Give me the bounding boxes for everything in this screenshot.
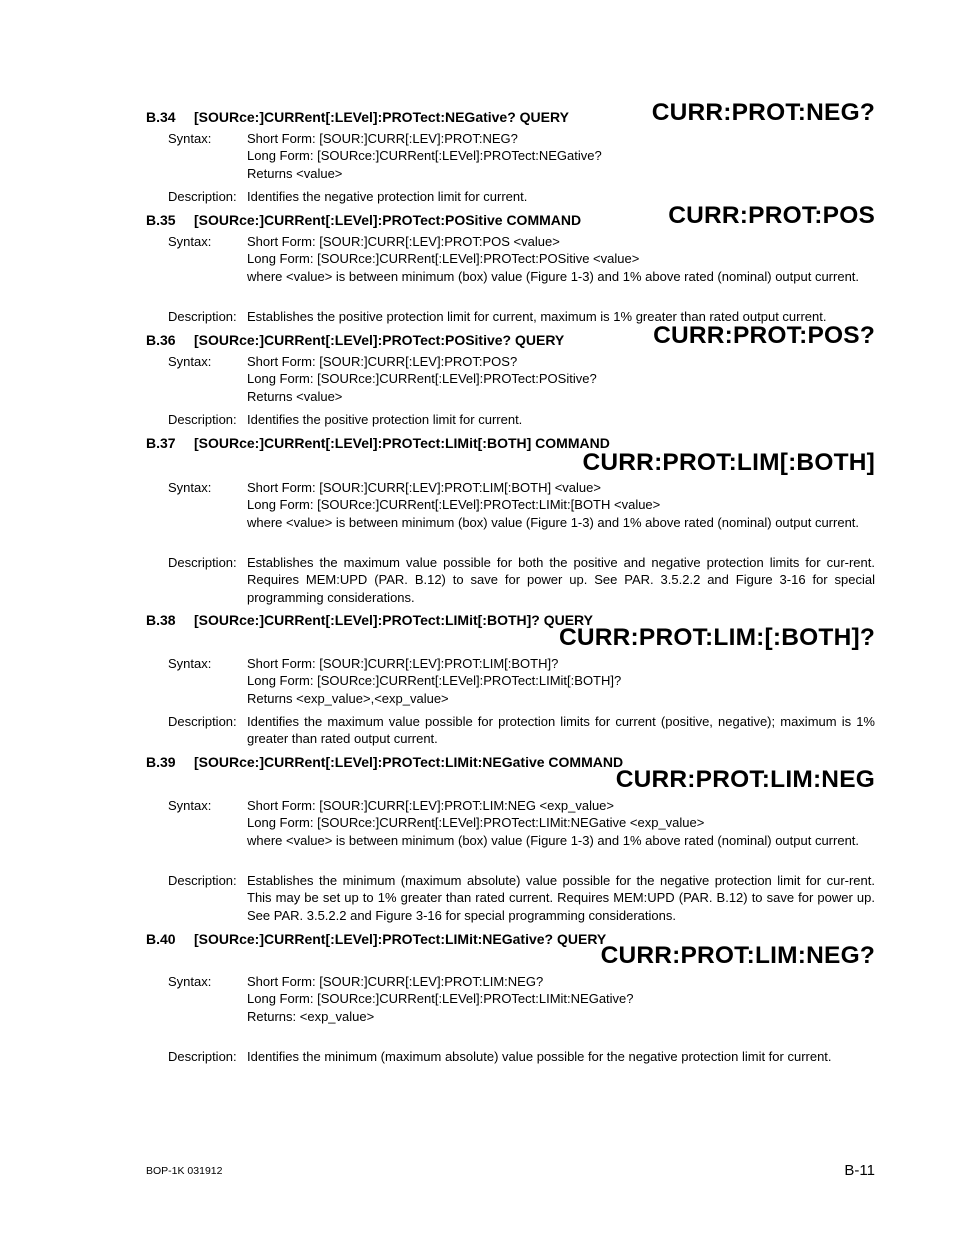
syntax-returns: Returns <exp_value>,<exp_value> [247,690,449,706]
syntax-note: where <value> is between minimum (box) value (Figure 1-3) and 1% above rated (nominal) output current. [247,832,860,848]
short-command: CURR:PROT:LIM:NEG [615,766,875,793]
syntax-short-form: Short Form: [SOUR:]CURR[:LEV]:PROT:POS <value> [247,234,560,249]
short-command: CURR:PROT:LIM:NEG? [600,942,875,969]
syntax-block [247,353,875,405]
section-heading [146,109,569,125]
syntax-block [247,655,875,707]
description-text: Establishes the minimum (maximum absolute) value possible for the negative protection limit for cur-rent. This may be set up to 1% greater than rated current. Requires MEM:UPD (PAR. B.12) to save for power up. See PAR. 3.5.2.2 and Figure 3-16 for special programming considerations. [247,873,875,923]
syntax-long-form: Long Form: [SOURce:]CURRent[:LEVel]:PROTect:LIMit:[BOTH <value> [247,497,661,513]
syntax-long-form: Long Form: [SOURce:]CURRent[:LEVel]:PROTect:POSitive? [247,371,597,387]
syntax-long-form: Long Form: [SOURce:]CURRent[:LEVel]:PROTect:POSitive <value> [247,251,640,267]
syntax-label: Syntax: [168,131,212,146]
description-label: Description: [168,714,237,729]
description-label: Description: [168,309,237,324]
section-title: [SOURce:]CURRent[:LEVel]:PROTect:LIMit:NEGative? QUERY [194,931,607,947]
description-text: Identifies the positive protection limit for current. [247,412,523,427]
section-title: [SOURce:]CURRent[:LEVel]:PROTect:NEGative? QUERY [194,109,569,125]
syntax-block [247,973,875,1025]
section-heading [146,332,564,348]
syntax-short-form: Short Form: [SOUR:]CURR[:LEV]:PROT:LIM[:BOTH] <value> [247,480,601,495]
description-label: Description: [168,412,237,427]
section-number: B.39 [146,754,176,770]
syntax-label: Syntax: [168,656,212,671]
syntax-block [247,479,875,531]
section-number: B.40 [146,931,176,947]
section-heading [146,435,610,451]
syntax-block [247,797,875,849]
syntax-block [247,130,875,182]
syntax-label: Syntax: [168,974,212,989]
syntax-label: Syntax: [168,798,212,813]
section-heading [146,612,593,628]
syntax-long-form: Long Form: [SOURce:]CURRent[:LEVel]:PROTect:LIMit:NEGative? [247,991,634,1007]
syntax-block [247,233,875,285]
syntax-short-form: Short Form: [SOUR:]CURR[:LEV]:PROT:LIM:NEG? [247,974,544,989]
description-text: Establishes the positive protection limit for current, maximum is 1% greater than rated output current. [247,309,827,324]
description-label: Description: [168,555,237,570]
short-command: CURR:PROT:NEG? [651,99,875,126]
syntax-long-form: Long Form: [SOURce:]CURRent[:LEVel]:PROTect:NEGative? [247,148,602,164]
section-heading [146,754,623,770]
section-number: B.38 [146,612,176,628]
syntax-returns: Returns <value> [247,388,343,404]
section-number: B.34 [146,109,176,125]
syntax-label: Syntax: [168,354,212,369]
section-number: B.36 [146,332,176,348]
syntax-returns: Returns <value> [247,165,343,181]
syntax-long-form: Long Form: [SOURce:]CURRent[:LEVel]:PROTect:LIMit:NEGative <exp_value> [247,815,705,831]
description-label: Description: [168,189,237,204]
syntax-short-form: Short Form: [SOUR:]CURR[:LEV]:PROT:LIM[:BOTH]? [247,656,559,671]
section-number: B.37 [146,435,176,451]
syntax-label: Syntax: [168,234,212,249]
page-number: B-11 [844,1162,875,1179]
syntax-short-form: Short Form: [SOUR:]CURR[:LEV]:PROT:NEG? [247,131,518,146]
section-title: [SOURce:]CURRent[:LEVel]:PROTect:LIMit[:BOTH] COMMAND [194,435,610,451]
section-heading [146,212,581,228]
section-title: [SOURce:]CURRent[:LEVel]:PROTect:LIMit[:BOTH]? QUERY [194,612,593,628]
short-command: CURR:PROT:POS [668,202,875,229]
section-heading [146,931,606,947]
footer-doc-id: BOP-1K 031912 [146,1165,223,1177]
syntax-note: where <value> is between minimum (box) value (Figure 1-3) and 1% above rated (nominal) output current. [247,268,860,284]
description-label: Description: [168,873,237,888]
section-title: [SOURce:]CURRent[:LEVel]:PROTect:POSitive? QUERY [194,332,565,348]
syntax-long-form: Long Form: [SOURce:]CURRent[:LEVel]:PROTect:LIMit[:BOTH]? [247,673,622,689]
syntax-short-form: Short Form: [SOUR:]CURR[:LEV]:PROT:POS? [247,354,518,369]
description-text: Identifies the negative protection limit for current. [247,189,528,204]
syntax-short-form: Short Form: [SOUR:]CURR[:LEV]:PROT:LIM:NEG <exp_value> [247,798,615,813]
section-title: [SOURce:]CURRent[:LEVel]:PROTect:LIMit:NEGative COMMAND [194,754,624,770]
description-label: Description: [168,1049,237,1064]
syntax-label: Syntax: [168,480,212,495]
section-number: B.35 [146,212,176,228]
description-text: Identifies the maximum value possible for protection limits for current (positive, negative); maximum is 1% greater than rated output current. [247,714,875,747]
syntax-returns: Returns: <exp_value> [247,1008,375,1024]
short-command: CURR:PROT:LIM[:BOTH] [582,449,875,476]
syntax-note: where <value> is between minimum (box) value (Figure 1-3) and 1% above rated (nominal) output current. [247,514,860,530]
short-command: CURR:PROT:LIM:[:BOTH]? [558,624,875,651]
description-text: Identifies the minimum (maximum absolute) value possible for the negative protection limit for current. [247,1049,832,1064]
section-title: [SOURce:]CURRent[:LEVel]:PROTect:POSitive COMMAND [194,212,582,228]
description-text: Establishes the maximum value possible for both the positive and negative protection limits for cur-rent. Requires MEM:UPD (PAR. B.12) to save for power up. See PAR. 3.5.2.2 and Figure 3-16 for special programming considerations. [247,555,875,605]
short-command: CURR:PROT:POS? [653,322,875,349]
